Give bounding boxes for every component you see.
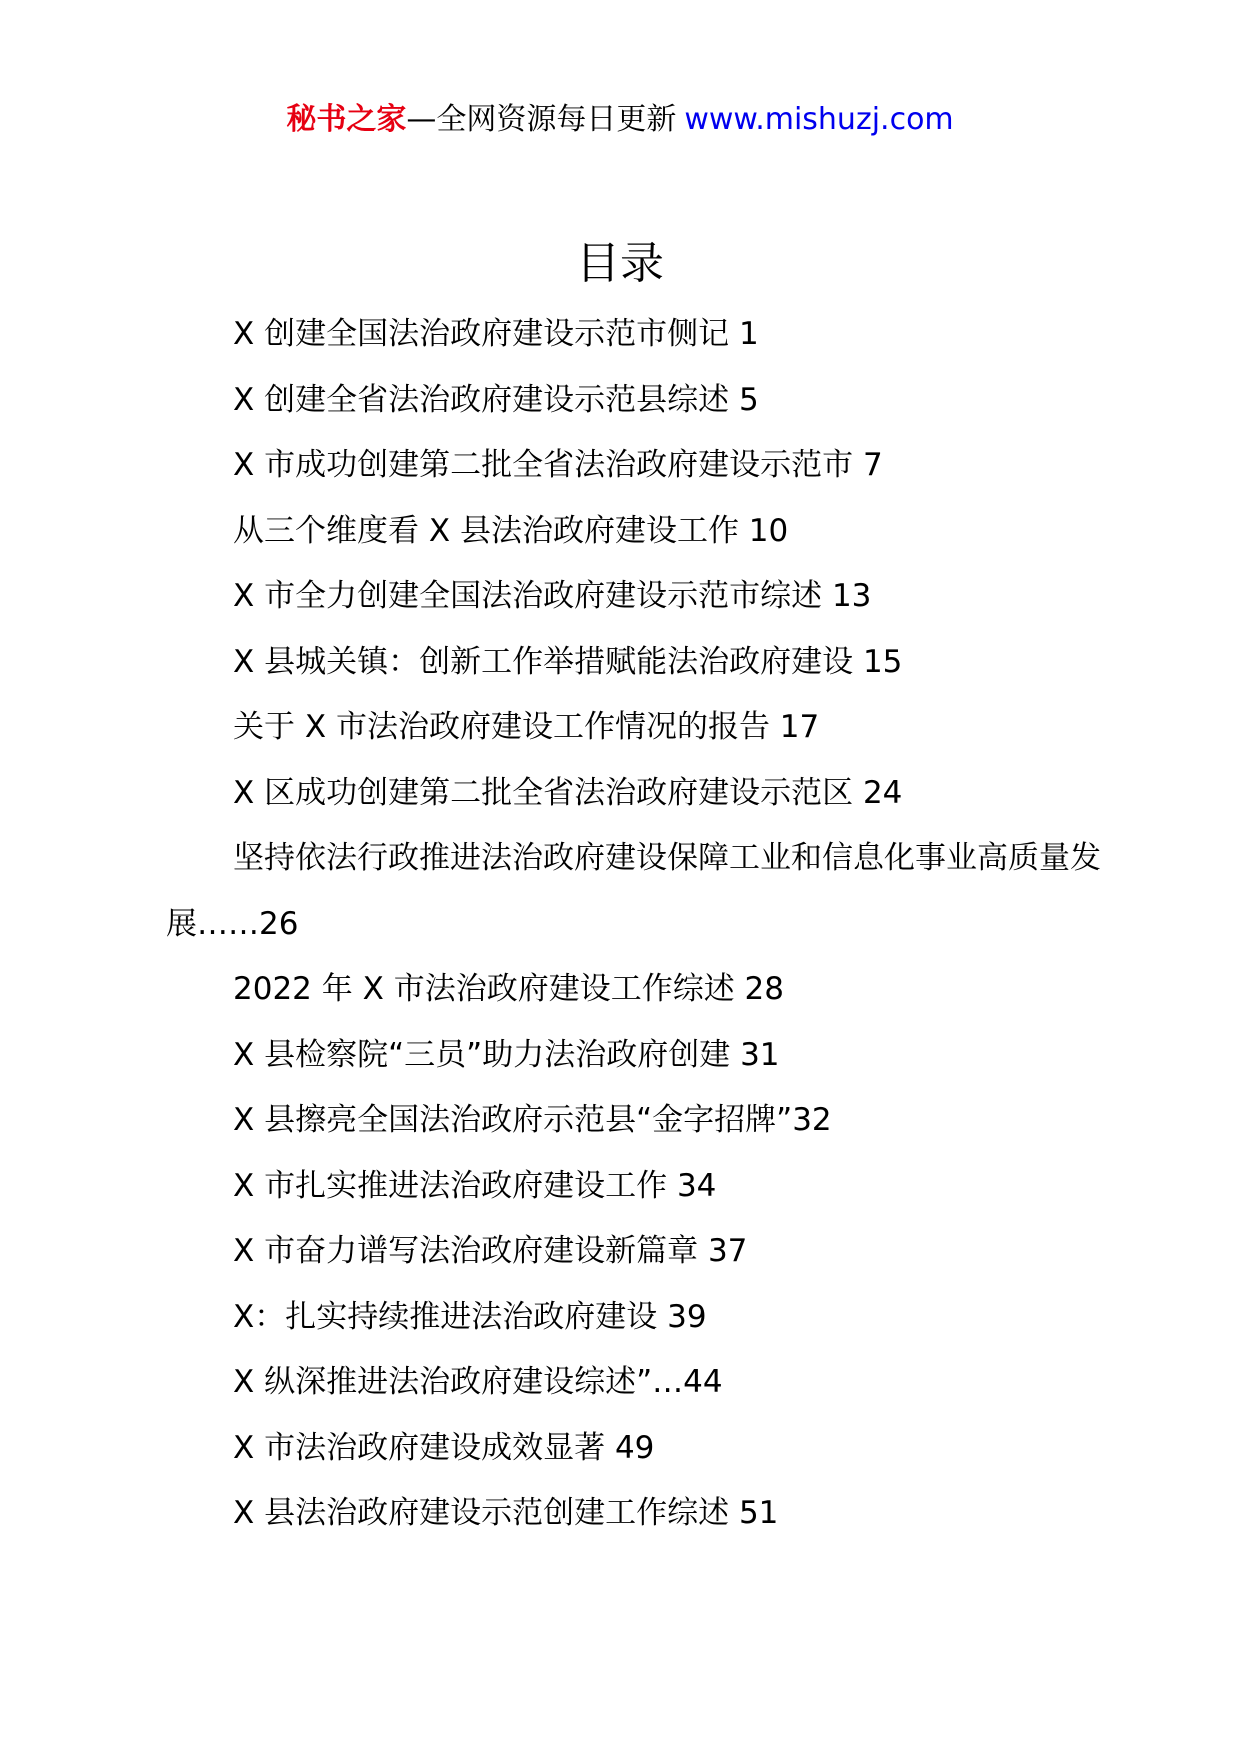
toc-item: X 市法治政府建设成效显著 49 (233, 1429, 655, 1466)
toc-item: X 县检察院“三员”助力法治政府创建 31 (233, 1036, 780, 1073)
toc-item: 从三个维度看 X 县法治政府建设工作 10 (233, 512, 789, 549)
toc-item: 关于 X 市法治政府建设工作情况的报告 17 (233, 709, 820, 745)
toc-item: X 纵深推进法治政府建设综述”…44 (233, 1364, 723, 1400)
toc-item: X 县擦亮全国法治政府示范县“金字招牌”32 (233, 1102, 832, 1138)
toc-item: X 区成功创建第二批全省法治政府建设示范区 24 (233, 774, 903, 811)
toc-item: X：扎实持续推进法治政府建设 39 (233, 1298, 707, 1335)
toc-item: X 县城关镇：创新工作举措赋能法治政府建设 15 (233, 643, 903, 680)
toc-item: X 县法治政府建设示范创建工作综述 51 (233, 1495, 779, 1531)
table-of-contents (166, 302, 1106, 1547)
page-title: 目录 (576, 238, 664, 289)
brand-name: 秘书之家 (286, 102, 407, 137)
toc-item: 坚持依法行政推进法治政府建设保障工业和信息化事业高质量发展……26 (166, 840, 1101, 942)
toc-item: X 创建全省法治政府建设示范县综述 5 (233, 381, 759, 418)
toc-item: 2022 年 X 市法治政府建设工作综述 28 (233, 971, 784, 1007)
toc-item: X 市扎实推进法治政府建设工作 34 (233, 1167, 717, 1204)
toc-item: X 市成功创建第二批全省法治政府建设示范市 7 (233, 447, 883, 483)
header-url-link[interactable]: www.mishuzj.com (684, 102, 954, 137)
toc-item: X 市全力创建全国法治政府建设示范市综述 13 (233, 578, 872, 614)
page-header (0, 100, 1240, 140)
toc-item: X 创建全国法治政府建设示范市侧记 1 (233, 316, 759, 352)
header-slogan: —全网资源每日更新 (406, 102, 677, 137)
toc-item: X 市奋力谱写法治政府建设新篇章 37 (233, 1233, 748, 1269)
